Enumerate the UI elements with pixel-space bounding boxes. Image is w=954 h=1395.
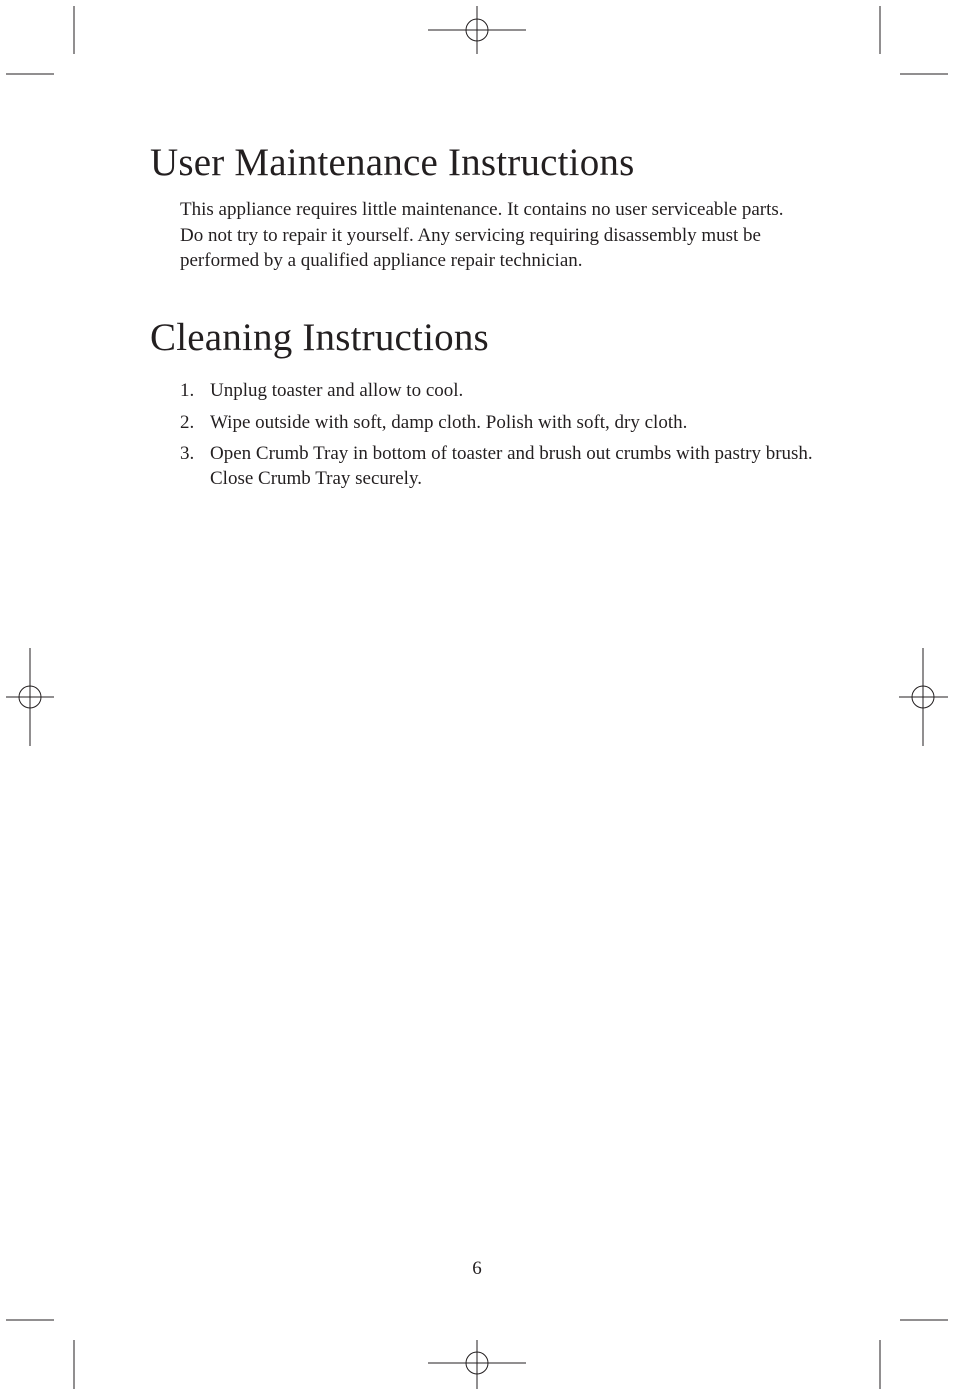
cleaning-step <box>180 441 820 491</box>
step-text: Unplug toaster and allow to cool. <box>210 380 464 401</box>
crop-mark-bottom-left <box>6 1320 74 1389</box>
step-number: 1. <box>180 380 195 401</box>
step-number: 2. <box>180 411 195 433</box>
cleaning-steps-list <box>180 378 820 498</box>
step-number: 3. <box>180 443 195 464</box>
cleaning-step <box>180 410 820 435</box>
registration-target-right <box>899 648 948 746</box>
maintenance-paragraph: This appliance requires little maintenance. It contains no user serviceable parts. Do not try to repair it yourself. Any servicing requiring disassembly must be performed by a qualified appliance repair technician. <box>180 199 784 271</box>
registration-target-left <box>6 648 54 746</box>
cleaning-heading: Cleaning Instructions <box>150 316 489 359</box>
page-number: 6 <box>472 1258 482 1279</box>
step-text: Open Crumb Tray in bottom of toaster and brush out crumbs with pastry brush. Close Crumb Tray securely. <box>210 443 813 489</box>
registration-target-bottom <box>428 1340 526 1389</box>
crop-mark-bottom-right <box>880 1320 948 1389</box>
step-text: Wipe outside with soft, damp cloth. Polish with soft, dry cloth. <box>210 411 688 433</box>
cleaning-step <box>180 378 820 403</box>
crop-mark-top-right <box>880 6 948 74</box>
maintenance-heading: User Maintenance Instructions <box>150 141 635 184</box>
registration-target-top <box>428 6 526 54</box>
crop-mark-top-left <box>6 6 74 74</box>
